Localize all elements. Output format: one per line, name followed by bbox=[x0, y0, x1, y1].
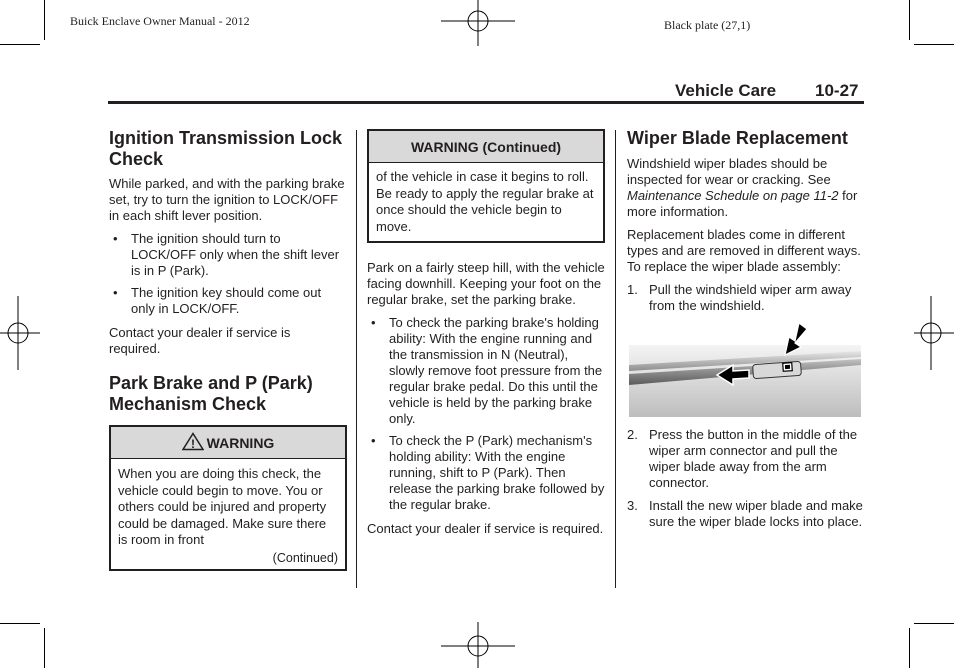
warning-continued-header: WARNING (Continued) bbox=[369, 131, 603, 163]
wiper-heading: Wiper Blade Replacement bbox=[627, 128, 848, 148]
crop-mark bbox=[914, 623, 954, 624]
column-3 bbox=[627, 128, 863, 537]
list-item: 3. Install the new wiper blade and make sure the wiper blade locks into place. bbox=[627, 498, 863, 529]
warning-box bbox=[109, 425, 347, 571]
park-brake-bullets bbox=[367, 315, 605, 513]
list-item: 1. Pull the windshield wiper arm away from the windshield. bbox=[627, 282, 852, 313]
crop-mark bbox=[0, 623, 40, 624]
wiper-steps-continued bbox=[627, 427, 863, 530]
registration-mark-bottom bbox=[441, 622, 515, 668]
crop-mark bbox=[914, 44, 954, 45]
list-item: • To check the P (Park) mechanism's holding ability: With the engine running, shift to P (Park). Then release the parking brake followed by the regular brake. bbox=[371, 433, 605, 512]
manual-title: Buick Enclave Owner Manual - 2012 bbox=[70, 14, 250, 28]
warning-continued-box bbox=[367, 129, 605, 243]
wiper-blade-illustration bbox=[629, 321, 861, 417]
maintenance-schedule-link[interactable]: Maintenance Schedule on page 11-2 bbox=[627, 188, 839, 203]
registration-mark-top bbox=[441, 0, 515, 46]
warning-triangle-icon bbox=[182, 432, 204, 451]
column-1 bbox=[109, 128, 345, 571]
list-item: • To check the parking brake's holding ability: With the engine running and the transmission in N (Neutral), slowly remove foot pressure from the regular brake pedal. Do this until the vehicle is held by the parking brake only. bbox=[371, 315, 603, 426]
list-item: 2. Press the button in the middle of the wiper arm connector and pull the wiper blade away from the arm connector. bbox=[627, 427, 858, 490]
list-item: • The ignition should turn to LOCK/OFF only when the shift lever is in P (Park). bbox=[113, 231, 340, 278]
crop-mark bbox=[44, 0, 45, 40]
warning-continued-text: of the vehicle in case it begins to roll. Be ready to apply the regular brake at once should the vehicle begin to move. bbox=[376, 169, 594, 234]
contact-dealer-text: Contact your dealer if service is required. bbox=[109, 325, 291, 356]
park-brake-heading: Park Brake and P (Park) Mechanism Check bbox=[109, 373, 313, 414]
page-number: 10-27 bbox=[815, 81, 859, 100]
svg-text:!: ! bbox=[190, 437, 195, 451]
column-2 bbox=[367, 129, 605, 544]
wiper-steps bbox=[627, 282, 863, 314]
column-divider bbox=[615, 130, 616, 588]
warning-header: ! WARNING bbox=[111, 427, 345, 459]
wiper-replace-paragraph: Replacement blades come in different types and are removed in different ways. To replace the wiper blade assembly: bbox=[627, 227, 861, 274]
ignition-bullets bbox=[109, 231, 345, 317]
section-title: Vehicle Care bbox=[675, 81, 777, 100]
list-item: • The ignition key should come out only in LOCK/OFF. bbox=[113, 285, 322, 316]
registration-mark-right bbox=[914, 296, 954, 370]
crop-mark bbox=[44, 628, 45, 668]
contact-dealer-text: Contact your dealer if service is required. bbox=[367, 521, 604, 536]
plate-label: Black plate (27,1) bbox=[664, 18, 751, 32]
warning-text: When you are doing this check, the vehicle could begin to move. You or others could be injured and property could be damaged. Make sure there is room in front bbox=[118, 466, 327, 547]
column-divider bbox=[356, 130, 357, 588]
crop-mark bbox=[909, 0, 910, 40]
ignition-paragraph: While parked, and with the parking brake set, try to turn the ignition to LOCK/OFF in each shift lever position. bbox=[109, 176, 345, 223]
registration-mark-left bbox=[0, 296, 40, 370]
park-on-hill-paragraph: Park on a fairly steep hill, with the vehicle facing downhill. Keeping your foot on the regular brake, set the parking brake. bbox=[367, 260, 605, 307]
crop-mark bbox=[0, 44, 40, 45]
crop-mark bbox=[909, 628, 910, 668]
header-rule bbox=[108, 101, 864, 104]
ignition-lock-heading: Ignition Transmission Lock Check bbox=[109, 128, 343, 169]
wiper-inspect-paragraph: Windshield wiper blades should be inspected for wear or cracking. See Maintenance Schedule on page 11-2 for more information. bbox=[627, 156, 858, 219]
continued-label: (Continued) bbox=[272, 550, 338, 565]
